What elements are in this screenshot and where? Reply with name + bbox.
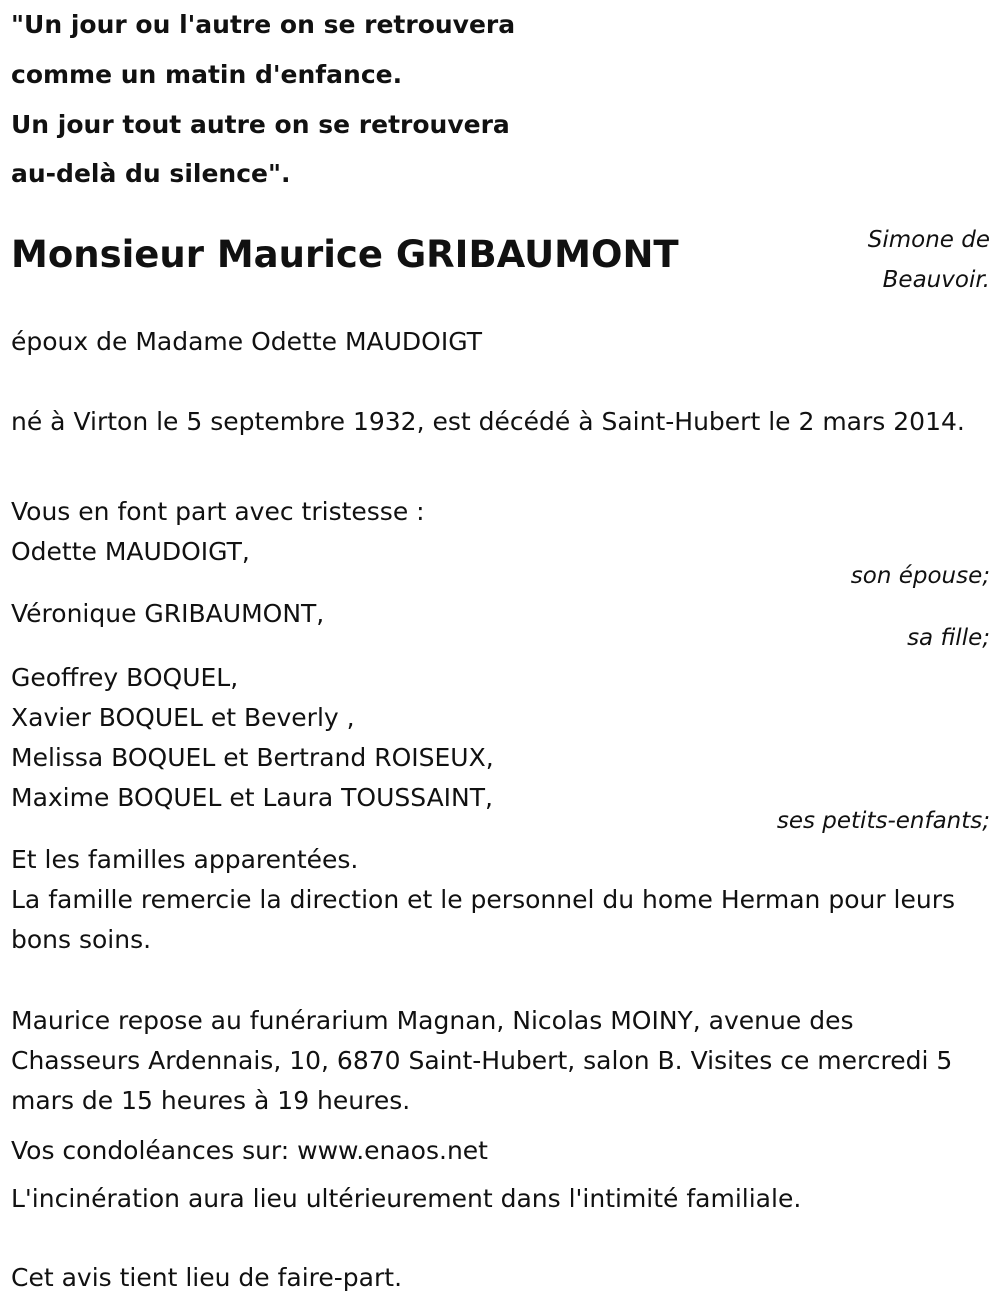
visitation-paragraph: Maurice repose au funérarium Magnan, Nicolas MOINY, avenue des Chasseurs Ardennais, 10, 6870 Saint-Hubert, salon B. Visites ce mercredi 5 mars de 15 heures à 19 heures.: [11, 1006, 953, 1115]
grandchildren-role: ses petits-enfants;: [776, 808, 990, 834]
thanks-paragraph: La famille remercie la direction et le personnel du home Herman pour leurs bons soins.: [11, 885, 956, 954]
quote-author-line-1: Simone de: [867, 227, 990, 253]
quote-author-line-2: Beauvoir.: [882, 267, 990, 293]
condolences-line: Vos condoléances sur: www.enaos.net: [11, 1136, 488, 1165]
spouse-line: époux de Madame Odette MAUDOIGT: [11, 327, 482, 356]
quote-line-4: au-delà du silence".: [11, 159, 291, 188]
relatives-line: Et les familles apparentées.: [11, 845, 359, 874]
grandchild-3: Melissa BOQUEL et Bertrand ROISEUX,: [11, 743, 494, 772]
spouse-role: son épouse;: [850, 563, 990, 589]
grandchild-2: Xavier BOQUEL et Beverly ,: [11, 703, 355, 732]
grandchild-1: Geoffrey BOQUEL,: [11, 663, 239, 692]
grandchild-4: Maxime BOQUEL et Laura TOUSSAINT,: [11, 783, 493, 812]
birth-death-line: né à Virton le 5 septembre 1932, est décédé à Saint-Hubert le 2 mars 2014.: [11, 407, 965, 436]
family-intro: Vous en font part avec tristesse :: [11, 497, 425, 526]
spouse-name: Odette MAUDOIGT,: [11, 537, 250, 566]
deceased-name: Monsieur Maurice GRIBAUMONT: [11, 233, 679, 276]
notice-line: Cet avis tient lieu de faire-part.: [11, 1263, 403, 1292]
daughter-role: sa fille;: [907, 625, 990, 651]
cremation-line: L'incinération aura lieu ultérieurement dans l'intimité familiale.: [11, 1184, 802, 1213]
quote-author: [868, 220, 990, 300]
quote-line-1: "Un jour ou l'autre on se retrouvera: [11, 10, 516, 39]
quote-line-2: comme un matin d'enfance.: [11, 60, 403, 89]
daughter-name: Véronique GRIBAUMONT,: [11, 599, 325, 628]
quote-line-3: Un jour tout autre on se retrouvera: [11, 110, 510, 139]
